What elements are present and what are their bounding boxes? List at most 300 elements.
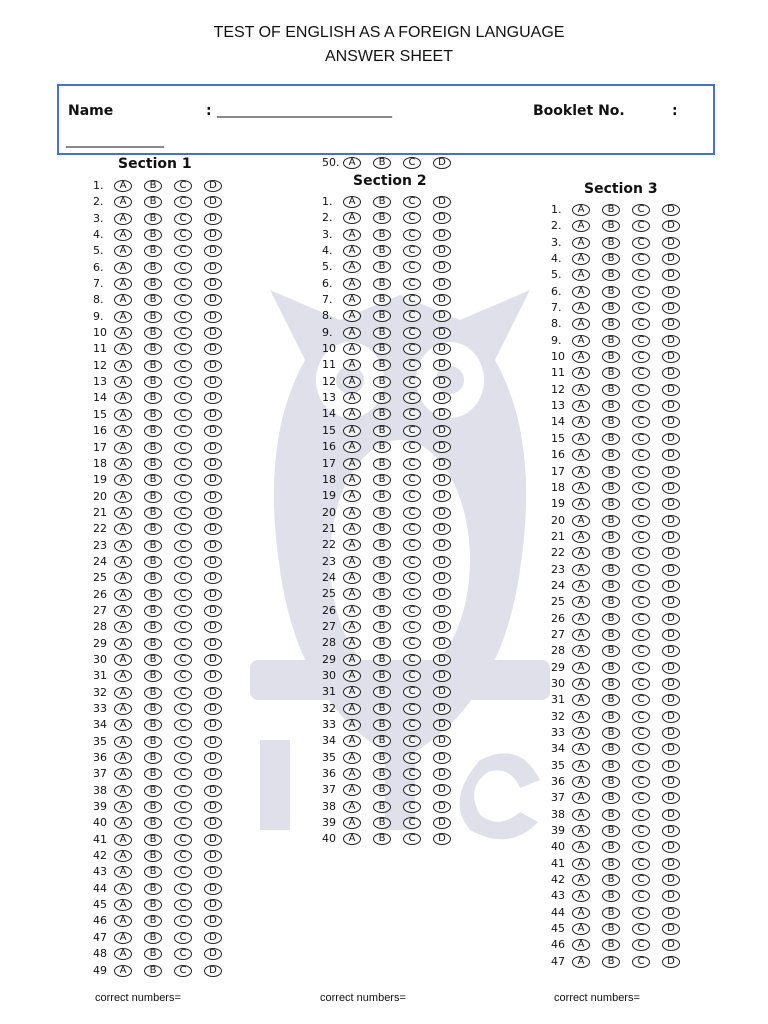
answer-bubble-b[interactable]: B <box>144 425 162 437</box>
answer-bubble-d[interactable]: D <box>433 474 451 486</box>
answer-bubble-d[interactable]: D <box>204 965 222 977</box>
answer-bubble-b[interactable]: B <box>602 678 620 690</box>
answer-bubble-d[interactable]: D <box>204 834 222 846</box>
answer-bubble-b[interactable]: B <box>602 335 620 347</box>
answer-bubble-b[interactable]: B <box>373 621 391 633</box>
answer-bubble-c[interactable]: C <box>403 327 421 339</box>
answer-bubble-d[interactable]: D <box>662 482 680 494</box>
answer-bubble-a[interactable]: A <box>572 498 590 510</box>
answer-bubble-b[interactable]: B <box>144 327 162 339</box>
answer-bubble-c[interactable]: C <box>174 229 192 241</box>
answer-bubble-b[interactable]: B <box>373 245 391 257</box>
answer-bubble-c[interactable]: C <box>403 507 421 519</box>
answer-bubble-b[interactable]: B <box>373 425 391 437</box>
answer-bubble-c[interactable]: C <box>174 817 192 829</box>
answer-bubble-c[interactable]: C <box>403 408 421 420</box>
answer-bubble-b[interactable]: B <box>144 474 162 486</box>
answer-bubble-c[interactable]: C <box>174 768 192 780</box>
answer-bubble-d[interactable]: D <box>662 286 680 298</box>
answer-bubble-a[interactable]: A <box>114 899 132 911</box>
answer-bubble-d[interactable]: D <box>662 776 680 788</box>
answer-bubble-c[interactable]: C <box>632 792 650 804</box>
answer-bubble-c[interactable]: C <box>403 621 421 633</box>
answer-bubble-a[interactable]: A <box>572 613 590 625</box>
answer-bubble-a[interactable]: A <box>114 474 132 486</box>
answer-bubble-c[interactable]: C <box>632 515 650 527</box>
answer-bubble-a[interactable]: A <box>343 507 361 519</box>
answer-bubble-d[interactable]: D <box>662 302 680 314</box>
answer-bubble-d[interactable]: D <box>433 229 451 241</box>
answer-bubble-d[interactable]: D <box>204 932 222 944</box>
answer-bubble-a[interactable]: A <box>343 245 361 257</box>
answer-bubble-c[interactable]: C <box>174 294 192 306</box>
answer-bubble-d[interactable]: D <box>662 743 680 755</box>
answer-bubble-b[interactable]: B <box>373 572 391 584</box>
answer-bubble-a[interactable]: A <box>572 564 590 576</box>
answer-bubble-c[interactable]: C <box>632 825 650 837</box>
answer-bubble-b[interactable]: B <box>144 621 162 633</box>
answer-bubble-d[interactable]: D <box>433 425 451 437</box>
answer-bubble-b[interactable]: B <box>144 262 162 274</box>
answer-bubble-d[interactable]: D <box>662 907 680 919</box>
answer-bubble-b[interactable]: B <box>373 817 391 829</box>
answer-bubble-a[interactable]: A <box>572 416 590 428</box>
answer-bubble-c[interactable]: C <box>632 416 650 428</box>
answer-bubble-c[interactable]: C <box>632 466 650 478</box>
answer-bubble-a[interactable]: A <box>114 556 132 568</box>
answer-bubble-c[interactable]: C <box>632 776 650 788</box>
answer-bubble-a[interactable]: A <box>114 752 132 764</box>
answer-bubble-c[interactable]: C <box>174 360 192 372</box>
answer-bubble-c[interactable]: C <box>174 621 192 633</box>
answer-bubble-b[interactable]: B <box>144 883 162 895</box>
answer-bubble-c[interactable]: C <box>174 915 192 927</box>
answer-bubble-a[interactable]: A <box>114 638 132 650</box>
answer-bubble-d[interactable]: D <box>433 196 451 208</box>
answer-bubble-c[interactable]: C <box>403 310 421 322</box>
answer-bubble-c[interactable]: C <box>632 841 650 853</box>
answer-bubble-b[interactable]: B <box>373 539 391 551</box>
answer-bubble-a[interactable]: A <box>114 785 132 797</box>
answer-bubble-c[interactable]: C <box>403 523 421 535</box>
answer-bubble-b[interactable]: B <box>602 466 620 478</box>
answer-bubble-b[interactable]: B <box>602 825 620 837</box>
answer-bubble-d[interactable]: D <box>204 621 222 633</box>
answer-bubble-a[interactable]: A <box>572 743 590 755</box>
answer-bubble-c[interactable]: C <box>403 654 421 666</box>
answer-bubble-a[interactable]: A <box>114 801 132 813</box>
answer-bubble-c[interactable]: C <box>174 262 192 274</box>
answer-bubble-c[interactable]: C <box>174 801 192 813</box>
answer-bubble-a[interactable]: A <box>572 825 590 837</box>
answer-bubble-d[interactable]: D <box>433 817 451 829</box>
answer-bubble-a[interactable]: A <box>572 318 590 330</box>
answer-bubble-c[interactable]: C <box>174 899 192 911</box>
answer-bubble-d[interactable]: D <box>433 212 451 224</box>
answer-bubble-c[interactable]: C <box>403 539 421 551</box>
answer-bubble-b[interactable]: B <box>373 196 391 208</box>
answer-bubble-a[interactable]: A <box>572 269 590 281</box>
answer-bubble-b[interactable]: B <box>602 237 620 249</box>
answer-bubble-c[interactable]: C <box>632 760 650 772</box>
answer-bubble-a[interactable]: A <box>114 605 132 617</box>
answer-bubble-a[interactable]: A <box>114 196 132 208</box>
answer-bubble-b[interactable]: B <box>373 735 391 747</box>
answer-bubble-a[interactable]: A <box>572 400 590 412</box>
answer-bubble-b[interactable]: B <box>373 719 391 731</box>
answer-bubble-b[interactable]: B <box>373 157 391 169</box>
answer-bubble-a[interactable]: A <box>114 262 132 274</box>
answer-bubble-a[interactable]: A <box>114 376 132 388</box>
answer-bubble-c[interactable]: C <box>403 261 421 273</box>
answer-bubble-a[interactable]: A <box>343 670 361 682</box>
answer-bubble-d[interactable]: D <box>662 498 680 510</box>
answer-bubble-c[interactable]: C <box>403 588 421 600</box>
answer-bubble-a[interactable]: A <box>343 768 361 780</box>
answer-bubble-d[interactable]: D <box>433 605 451 617</box>
answer-bubble-a[interactable]: A <box>114 915 132 927</box>
answer-bubble-c[interactable]: C <box>632 923 650 935</box>
answer-bubble-b[interactable]: B <box>144 392 162 404</box>
answer-bubble-d[interactable]: D <box>662 939 680 951</box>
answer-bubble-a[interactable]: A <box>114 491 132 503</box>
answer-bubble-c[interactable]: C <box>174 491 192 503</box>
answer-bubble-a[interactable]: A <box>343 523 361 535</box>
answer-bubble-d[interactable]: D <box>433 327 451 339</box>
answer-bubble-c[interactable]: C <box>174 540 192 552</box>
answer-bubble-c[interactable]: C <box>403 605 421 617</box>
answer-bubble-b[interactable]: B <box>144 589 162 601</box>
answer-bubble-d[interactable]: D <box>433 801 451 813</box>
answer-bubble-d[interactable]: D <box>433 157 451 169</box>
answer-bubble-c[interactable]: C <box>403 392 421 404</box>
answer-bubble-c[interactable]: C <box>403 229 421 241</box>
answer-bubble-d[interactable]: D <box>204 719 222 731</box>
answer-bubble-d[interactable]: D <box>433 392 451 404</box>
answer-bubble-c[interactable]: C <box>632 302 650 314</box>
answer-bubble-c[interactable]: C <box>403 474 421 486</box>
answer-bubble-d[interactable]: D <box>433 376 451 388</box>
answer-bubble-d[interactable]: D <box>204 572 222 584</box>
answer-bubble-b[interactable]: B <box>602 645 620 657</box>
answer-bubble-b[interactable]: B <box>144 311 162 323</box>
answer-bubble-a[interactable]: A <box>572 302 590 314</box>
answer-bubble-c[interactable]: C <box>632 613 650 625</box>
answer-bubble-c[interactable]: C <box>403 196 421 208</box>
answer-bubble-b[interactable]: B <box>602 792 620 804</box>
answer-bubble-b[interactable]: B <box>373 507 391 519</box>
answer-bubble-b[interactable]: B <box>602 809 620 821</box>
answer-bubble-d[interactable]: D <box>204 556 222 568</box>
answer-bubble-d[interactable]: D <box>662 335 680 347</box>
answer-bubble-a[interactable]: A <box>114 392 132 404</box>
answer-bubble-c[interactable]: C <box>403 343 421 355</box>
answer-bubble-d[interactable]: D <box>433 572 451 584</box>
answer-bubble-d[interactable]: D <box>204 801 222 813</box>
answer-bubble-b[interactable]: B <box>144 965 162 977</box>
answer-bubble-d[interactable]: D <box>204 491 222 503</box>
answer-bubble-a[interactable]: A <box>114 294 132 306</box>
answer-bubble-a[interactable]: A <box>343 310 361 322</box>
answer-bubble-c[interactable]: C <box>632 400 650 412</box>
answer-bubble-b[interactable]: B <box>602 220 620 232</box>
answer-bubble-c[interactable]: C <box>632 874 650 886</box>
answer-bubble-a[interactable]: A <box>114 180 132 192</box>
answer-bubble-d[interactable]: D <box>433 588 451 600</box>
answer-bubble-c[interactable]: C <box>632 498 650 510</box>
answer-bubble-a[interactable]: A <box>114 850 132 862</box>
answer-bubble-a[interactable]: A <box>114 703 132 715</box>
answer-bubble-b[interactable]: B <box>144 736 162 748</box>
answer-bubble-c[interactable]: C <box>632 858 650 870</box>
answer-bubble-a[interactable]: A <box>114 229 132 241</box>
answer-bubble-a[interactable]: A <box>343 294 361 306</box>
answer-bubble-c[interactable]: C <box>632 678 650 690</box>
answer-bubble-b[interactable]: B <box>602 449 620 461</box>
answer-bubble-c[interactable]: C <box>403 735 421 747</box>
answer-bubble-d[interactable]: D <box>204 343 222 355</box>
answer-bubble-a[interactable]: A <box>343 229 361 241</box>
answer-bubble-c[interactable]: C <box>403 245 421 257</box>
answer-bubble-b[interactable]: B <box>144 948 162 960</box>
answer-bubble-c[interactable]: C <box>174 278 192 290</box>
answer-bubble-d[interactable]: D <box>204 752 222 764</box>
answer-bubble-d[interactable]: D <box>204 589 222 601</box>
answer-bubble-a[interactable]: A <box>343 408 361 420</box>
answer-bubble-c[interactable]: C <box>403 833 421 845</box>
answer-bubble-c[interactable]: C <box>632 809 650 821</box>
answer-bubble-c[interactable]: C <box>174 442 192 454</box>
answer-bubble-a[interactable]: A <box>114 834 132 846</box>
answer-bubble-a[interactable]: A <box>114 768 132 780</box>
answer-bubble-b[interactable]: B <box>373 784 391 796</box>
answer-bubble-a[interactable]: A <box>343 735 361 747</box>
answer-bubble-a[interactable]: A <box>572 907 590 919</box>
answer-bubble-b[interactable]: B <box>602 760 620 772</box>
answer-bubble-b[interactable]: B <box>144 507 162 519</box>
answer-bubble-d[interactable]: D <box>204 915 222 927</box>
answer-bubble-b[interactable]: B <box>144 213 162 225</box>
answer-bubble-b[interactable]: B <box>373 392 391 404</box>
answer-bubble-c[interactable]: C <box>174 523 192 535</box>
answer-bubble-d[interactable]: D <box>204 311 222 323</box>
answer-bubble-c[interactable]: C <box>632 269 650 281</box>
answer-bubble-d[interactable]: D <box>433 833 451 845</box>
answer-bubble-a[interactable]: A <box>343 212 361 224</box>
answer-bubble-c[interactable]: C <box>174 883 192 895</box>
answer-bubble-b[interactable]: B <box>144 703 162 715</box>
answer-bubble-b[interactable]: B <box>144 670 162 682</box>
answer-bubble-d[interactable]: D <box>662 580 680 592</box>
answer-bubble-a[interactable]: A <box>572 466 590 478</box>
answer-bubble-a[interactable]: A <box>114 442 132 454</box>
answer-bubble-a[interactable]: A <box>343 490 361 502</box>
answer-bubble-d[interactable]: D <box>662 237 680 249</box>
answer-bubble-c[interactable]: C <box>403 670 421 682</box>
answer-bubble-a[interactable]: A <box>572 515 590 527</box>
answer-bubble-b[interactable]: B <box>602 629 620 641</box>
answer-bubble-d[interactable]: D <box>433 310 451 322</box>
answer-bubble-a[interactable]: A <box>343 392 361 404</box>
answer-bubble-a[interactable]: A <box>572 939 590 951</box>
answer-bubble-b[interactable]: B <box>602 694 620 706</box>
answer-bubble-b[interactable]: B <box>373 686 391 698</box>
answer-bubble-c[interactable]: C <box>174 556 192 568</box>
answer-bubble-c[interactable]: C <box>632 711 650 723</box>
answer-bubble-b[interactable]: B <box>144 360 162 372</box>
answer-bubble-b[interactable]: B <box>602 547 620 559</box>
answer-bubble-a[interactable]: A <box>572 351 590 363</box>
answer-bubble-b[interactable]: B <box>602 596 620 608</box>
answer-bubble-d[interactable]: D <box>433 245 451 257</box>
answer-bubble-a[interactable]: A <box>343 654 361 666</box>
answer-bubble-d[interactable]: D <box>204 327 222 339</box>
answer-bubble-c[interactable]: C <box>403 376 421 388</box>
answer-bubble-d[interactable]: D <box>204 785 222 797</box>
answer-bubble-d[interactable]: D <box>433 458 451 470</box>
answer-bubble-b[interactable]: B <box>373 768 391 780</box>
answer-bubble-d[interactable]: D <box>662 564 680 576</box>
answer-bubble-a[interactable]: A <box>572 220 590 232</box>
answer-bubble-b[interactable]: B <box>373 441 391 453</box>
answer-bubble-c[interactable]: C <box>174 719 192 731</box>
answer-bubble-b[interactable]: B <box>602 743 620 755</box>
answer-bubble-d[interactable]: D <box>662 416 680 428</box>
answer-bubble-b[interactable]: B <box>144 376 162 388</box>
answer-bubble-b[interactable]: B <box>602 711 620 723</box>
answer-bubble-c[interactable]: C <box>632 237 650 249</box>
answer-bubble-b[interactable]: B <box>602 351 620 363</box>
answer-bubble-c[interactable]: C <box>174 965 192 977</box>
answer-bubble-d[interactable]: D <box>662 269 680 281</box>
answer-bubble-b[interactable]: B <box>602 841 620 853</box>
answer-bubble-c[interactable]: C <box>632 629 650 641</box>
answer-bubble-c[interactable]: C <box>632 645 650 657</box>
answer-bubble-d[interactable]: D <box>204 262 222 274</box>
answer-bubble-c[interactable]: C <box>174 948 192 960</box>
answer-bubble-c[interactable]: C <box>632 580 650 592</box>
answer-bubble-a[interactable]: A <box>572 482 590 494</box>
answer-bubble-a[interactable]: A <box>114 327 132 339</box>
answer-bubble-d[interactable]: D <box>433 637 451 649</box>
answer-bubble-d[interactable]: D <box>662 613 680 625</box>
answer-bubble-a[interactable]: A <box>343 343 361 355</box>
answer-bubble-a[interactable]: A <box>114 278 132 290</box>
answer-bubble-d[interactable]: D <box>662 204 680 216</box>
answer-bubble-a[interactable]: A <box>343 703 361 715</box>
answer-bubble-d[interactable]: D <box>662 384 680 396</box>
answer-bubble-b[interactable]: B <box>144 343 162 355</box>
answer-bubble-c[interactable]: C <box>174 654 192 666</box>
answer-bubble-b[interactable]: B <box>144 915 162 927</box>
answer-bubble-d[interactable]: D <box>204 392 222 404</box>
answer-bubble-d[interactable]: D <box>204 736 222 748</box>
answer-bubble-c[interactable]: C <box>632 351 650 363</box>
answer-bubble-a[interactable]: A <box>114 736 132 748</box>
answer-bubble-c[interactable]: C <box>403 686 421 698</box>
answer-bubble-a[interactable]: A <box>114 654 132 666</box>
answer-bubble-d[interactable]: D <box>433 768 451 780</box>
name-field[interactable]: _________________________ <box>217 102 392 118</box>
answer-bubble-c[interactable]: C <box>632 335 650 347</box>
answer-bubble-c[interactable]: C <box>632 662 650 674</box>
answer-bubble-b[interactable]: B <box>144 229 162 241</box>
answer-bubble-b[interactable]: B <box>602 302 620 314</box>
answer-bubble-b[interactable]: B <box>373 229 391 241</box>
booklet-field[interactable]: ______________ <box>66 132 164 148</box>
answer-bubble-c[interactable]: C <box>632 547 650 559</box>
answer-bubble-a[interactable]: A <box>343 752 361 764</box>
answer-bubble-c[interactable]: C <box>174 196 192 208</box>
answer-bubble-b[interactable]: B <box>144 491 162 503</box>
answer-bubble-d[interactable]: D <box>662 923 680 935</box>
answer-bubble-a[interactable]: A <box>572 956 590 968</box>
answer-bubble-d[interactable]: D <box>433 784 451 796</box>
answer-bubble-c[interactable]: C <box>174 213 192 225</box>
answer-bubble-d[interactable]: D <box>662 466 680 478</box>
answer-bubble-a[interactable]: A <box>572 890 590 902</box>
answer-bubble-c[interactable]: C <box>174 932 192 944</box>
answer-bubble-d[interactable]: D <box>662 792 680 804</box>
answer-bubble-a[interactable]: A <box>343 784 361 796</box>
answer-bubble-a[interactable]: A <box>114 948 132 960</box>
answer-bubble-b[interactable]: B <box>144 245 162 257</box>
answer-bubble-b[interactable]: B <box>144 556 162 568</box>
answer-bubble-d[interactable]: D <box>204 866 222 878</box>
answer-bubble-b[interactable]: B <box>373 637 391 649</box>
answer-bubble-d[interactable]: D <box>433 507 451 519</box>
answer-bubble-c[interactable]: C <box>403 572 421 584</box>
answer-bubble-b[interactable]: B <box>602 253 620 265</box>
answer-bubble-d[interactable]: D <box>662 367 680 379</box>
answer-bubble-d[interactable]: D <box>204 540 222 552</box>
answer-bubble-c[interactable]: C <box>174 752 192 764</box>
answer-bubble-d[interactable]: D <box>662 629 680 641</box>
answer-bubble-a[interactable]: A <box>572 760 590 772</box>
answer-bubble-b[interactable]: B <box>373 490 391 502</box>
answer-bubble-d[interactable]: D <box>433 719 451 731</box>
answer-bubble-a[interactable]: A <box>114 425 132 437</box>
answer-bubble-c[interactable]: C <box>174 589 192 601</box>
answer-bubble-d[interactable]: D <box>204 507 222 519</box>
answer-bubble-d[interactable]: D <box>662 678 680 690</box>
answer-bubble-d[interactable]: D <box>433 735 451 747</box>
answer-bubble-b[interactable]: B <box>144 278 162 290</box>
answer-bubble-a[interactable]: A <box>572 776 590 788</box>
answer-bubble-a[interactable]: A <box>572 384 590 396</box>
answer-bubble-b[interactable]: B <box>602 613 620 625</box>
answer-bubble-d[interactable]: D <box>204 703 222 715</box>
answer-bubble-d[interactable]: D <box>433 686 451 698</box>
answer-bubble-c[interactable]: C <box>174 834 192 846</box>
answer-bubble-b[interactable]: B <box>144 785 162 797</box>
answer-bubble-b[interactable]: B <box>373 408 391 420</box>
answer-bubble-b[interactable]: B <box>144 409 162 421</box>
answer-bubble-b[interactable]: B <box>602 204 620 216</box>
answer-bubble-d[interactable]: D <box>433 261 451 273</box>
answer-bubble-c[interactable]: C <box>632 204 650 216</box>
answer-bubble-c[interactable]: C <box>174 638 192 650</box>
answer-bubble-c[interactable]: C <box>632 482 650 494</box>
answer-bubble-c[interactable]: C <box>403 719 421 731</box>
answer-bubble-a[interactable]: A <box>572 629 590 641</box>
answer-bubble-b[interactable]: B <box>602 874 620 886</box>
answer-bubble-b[interactable]: B <box>373 752 391 764</box>
answer-bubble-c[interactable]: C <box>632 433 650 445</box>
answer-bubble-a[interactable]: A <box>343 719 361 731</box>
answer-bubble-a[interactable]: A <box>114 523 132 535</box>
answer-bubble-b[interactable]: B <box>144 196 162 208</box>
